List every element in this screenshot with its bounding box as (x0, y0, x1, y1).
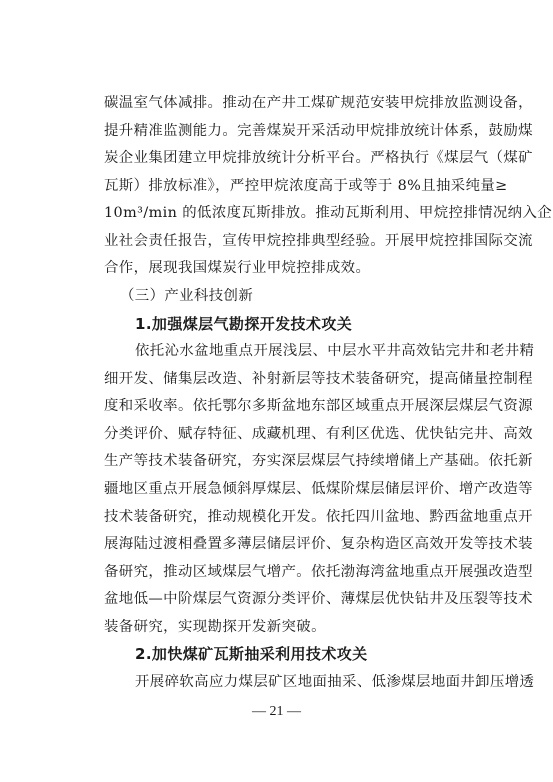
text-line: 炭企业集团建立甲烷排放统计分析平台。严格执行《煤层气（煤矿 (104, 150, 533, 166)
text-line: 分类评价、赋存特征、成藏机理、有利区优选、优快钻完井、高效 (104, 426, 533, 442)
text-line: 生产等技术装备研究，夯实深层煤层气持续增储上产基础。依托新 (104, 453, 533, 469)
text-line: 备研究，推动区域煤层气增产。依托渤海湾盆地重点开展强改造型 (104, 564, 533, 580)
text-line: 盆地低—中阶煤层气资源分类评价、薄煤层优快钻井及压裂等技术 (104, 591, 533, 607)
text-line: 疆地区重点开展急倾斜厚煤层、低煤阶煤层储层评价、增产改造等 (104, 481, 533, 497)
text-line: 瓦斯）排放标准》，严控甲烷浓度高于或等于 8%且抽采纯量≥ (104, 178, 508, 194)
text-line: 10m³/min 的低浓度瓦斯排放。推动瓦斯利用、甲烷控排情况纳入企 (104, 205, 553, 221)
text-line: 细开发、储集层改造、补射新层等技术装备研究，提高储量控制程 (104, 371, 533, 387)
text-line: 依托沁水盆地重点开展浅层、中层水平井高效钻完井和老井精 (135, 343, 535, 359)
text-line: 度和采收率。依托鄂尔多斯盆地东部区域重点开展深层煤层气资源 (104, 398, 533, 414)
text-line: 提升精准监测能力。完善煤炭开采活动甲烷排放统计体系，鼓励煤 (104, 123, 533, 139)
text-line: 装备研究，实现勘探开发新突破。 (104, 619, 326, 635)
page-number: — 21 — (252, 704, 301, 719)
text-line: 展海陆过渡相叠置多薄层储层评价、复杂构造区高效开发等技术装 (104, 536, 533, 552)
subsection-heading: 1.加强煤层气勘探开发技术攻关 (135, 315, 353, 333)
section-title: （三）产业科技创新 (120, 288, 254, 304)
text-line: 技术装备研究，推动规模化开发。依托四川盆地、黔西盆地重点开 (104, 509, 533, 525)
text-line: 开展碎软高应力煤层矿区地面抽采、低渗煤层地面井卸压增透 (135, 674, 535, 690)
subsection-heading: 2.加快煤矿瓦斯抽采利用技术攻关 (135, 645, 368, 663)
text-line: 碳温室气体减排。推动在产井工煤矿规范安装甲烷排放监测设备， (104, 95, 533, 111)
text-line: 业社会责任报告，宣传甲烷控排典型经验。开展甲烷控排国际交流 (104, 233, 533, 249)
text-line: 合作，展现我国煤炭行业甲烷控排成效。 (104, 260, 371, 276)
